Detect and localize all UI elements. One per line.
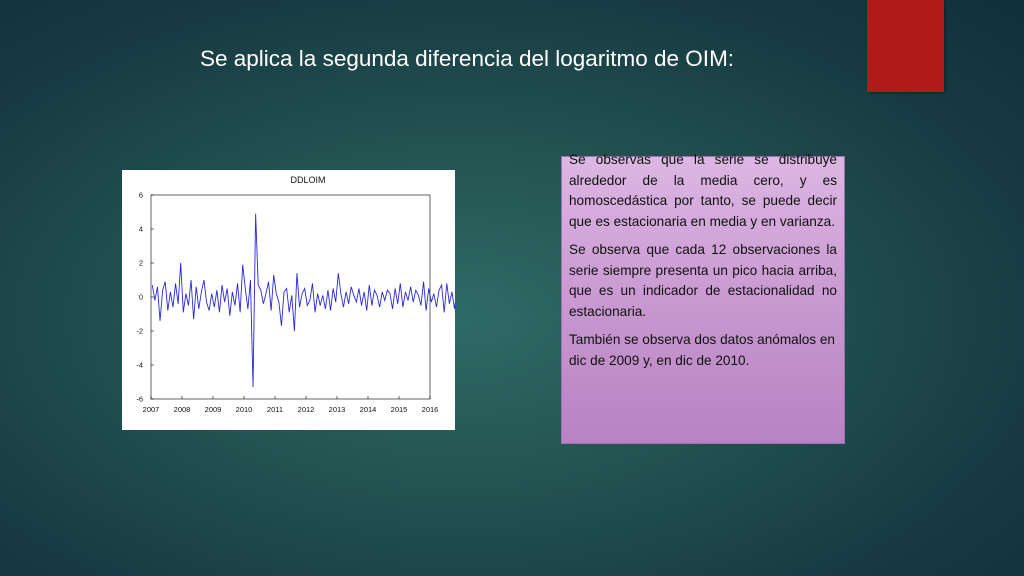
x-tick-label: 2016 <box>421 405 439 414</box>
paragraph-seasonality: Se observa que cada 12 observaciones la serie siempre presenta un pico hacia arriba, que es un indicador de estacionalidad no estacionaria. <box>569 242 837 319</box>
x-tick-label: 2012 <box>297 405 315 414</box>
x-tick-label: 2015 <box>390 405 408 414</box>
y-tick-label: -2 <box>136 326 143 336</box>
description-box <box>561 152 845 444</box>
ddloim-chart <box>122 170 455 430</box>
y-axis <box>136 191 154 404</box>
slide-title: Se aplica la segunda diferencia del logaritmo de OIM: <box>200 46 735 71</box>
x-tick-label: 2007 <box>142 405 160 414</box>
y-tick-label: 2 <box>138 258 143 268</box>
chart-title: DDLOIM <box>290 175 326 185</box>
paragraph-homoscedasticity: Se observas que la serie se distribuye alrededor de la media cero, y es homoscedástica por tanto, se puede decir que es estacionaria en media y en varianza. <box>569 152 837 229</box>
x-tick-label: 2009 <box>204 405 222 414</box>
y-tick-label: 4 <box>138 224 143 234</box>
x-tick-label: 2011 <box>266 405 284 414</box>
x-tick-label: 2013 <box>328 405 346 414</box>
plot-frame <box>151 195 430 399</box>
x-tick-label: 2014 <box>359 405 377 414</box>
x-tick-label: 2010 <box>235 405 253 414</box>
red-accent-rectangle <box>867 0 944 92</box>
paragraph-anomalies: También se observa dos datos anómalos en dic de 2009 y, en dic de 2010. <box>569 332 835 368</box>
series-line-ddloim <box>152 214 455 387</box>
x-tick-label: 2008 <box>173 405 191 414</box>
y-tick-label: 6 <box>138 190 143 200</box>
chart-svg <box>122 170 455 430</box>
y-tick-label: -4 <box>136 360 143 370</box>
y-tick-label: -6 <box>136 394 143 404</box>
y-tick-label: 0 <box>138 292 143 302</box>
